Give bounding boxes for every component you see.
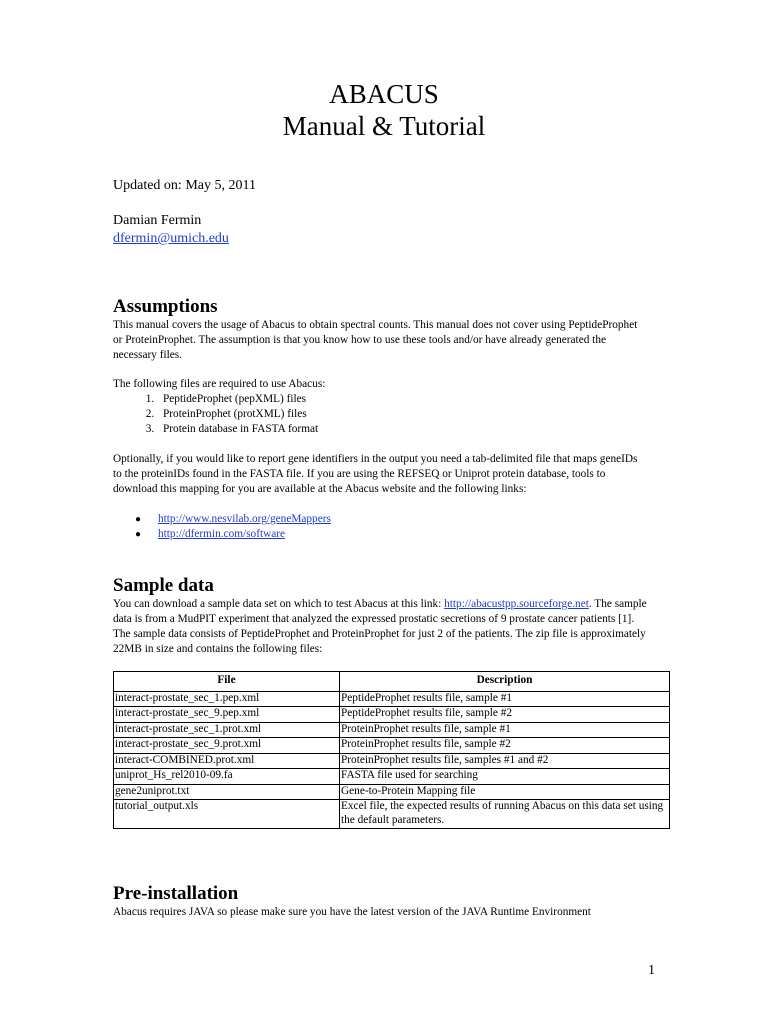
- description-cell: PeptideProphet results file, sample #2: [340, 707, 670, 723]
- page-number: 1: [648, 963, 655, 978]
- file-cell: interact-prostate_sec_1.pep.xml: [114, 691, 340, 707]
- updated-date: Updated on: May 5, 2011: [113, 178, 256, 193]
- table-row: [114, 784, 670, 800]
- table-row: [114, 800, 670, 829]
- genemappers-link[interactable]: http://www.nesvilab.org/geneMappers: [158, 513, 331, 525]
- assumptions-paragraph-2: The following files are required to use Abacus:: [113, 378, 326, 390]
- mapping-links-list: [113, 512, 331, 542]
- description-cell: ProteinProphet results file, samples #1 and #2: [340, 753, 670, 769]
- pre-installation-heading: Pre-installation: [113, 883, 239, 904]
- list-item: [113, 512, 331, 527]
- file-cell: interact-COMBINED.prot.xml: [114, 753, 340, 769]
- required-files-list: [113, 392, 318, 437]
- table-row: [114, 691, 670, 707]
- description-cell: FASTA file used for searching: [340, 769, 670, 785]
- assumptions-heading: Assumptions: [113, 296, 218, 317]
- document-title: [0, 78, 768, 142]
- file-cell: tutorial_output.xls: [114, 800, 340, 829]
- title-line-1: ABACUS: [329, 79, 439, 109]
- file-cell: gene2uniprot.txt: [114, 784, 340, 800]
- author-email-link[interactable]: dfermin@umich.edu: [113, 231, 229, 246]
- sample-data-text-1: You can download a sample data set on which to test Abacus at this link:: [113, 598, 445, 610]
- list-item: 2. ProteinProphet (protXML) files: [157, 407, 318, 422]
- sample-data-paragraph: [113, 597, 648, 657]
- list-item: 3. Protein database in FASTA format: [157, 422, 318, 437]
- sourceforge-link[interactable]: http://abacustpp.sourceforge.net: [444, 598, 589, 610]
- sample-files-table: [113, 671, 670, 829]
- bullet-icon: ●: [135, 529, 142, 540]
- title-line-2: Manual & Tutorial: [282, 111, 486, 141]
- column-header-description: Description: [340, 672, 670, 692]
- pre-installation-paragraph: Abacus requires JAVA so please make sure you have the latest version of the JAVA Runtime Environment: [113, 906, 591, 918]
- list-item: [113, 527, 331, 542]
- table-row: [114, 722, 670, 738]
- column-header-file: File: [114, 672, 340, 692]
- table-header-row: [114, 672, 670, 692]
- author-name: Damian Fermin: [113, 213, 202, 228]
- table-row: [114, 738, 670, 754]
- sample-data-text-2: . The sample data is from a MudPIT experiment that analyzed the expressed prostatic secretions of 9 prostate cancer patients [1]. The sample data consists of PeptideProphet and ProteinProphet for just 2 of the patients. The zip file is approximately 22MB in size and contains the following files:: [113, 598, 647, 655]
- list-item: 1. PeptideProphet (pepXML) files: [157, 392, 318, 407]
- description-cell: Excel file, the expected results of running Abacus on this data set using the default parameters.: [340, 800, 670, 829]
- software-link[interactable]: http://dfermin.com/software: [158, 528, 286, 540]
- description-cell: ProteinProphet results file, sample #2: [340, 738, 670, 754]
- table-row: [114, 707, 670, 723]
- description-cell: ProteinProphet results file, sample #1: [340, 722, 670, 738]
- assumptions-paragraph-1: This manual covers the usage of Abacus to obtain spectral counts. This manual does not cover using PeptideProphet or ProteinProphet. The assumption is that you know how to use these tools and/or have already generated the necessary files.: [113, 319, 638, 361]
- file-cell: interact-prostate_sec_1.prot.xml: [114, 722, 340, 738]
- assumptions-paragraph-3: Optionally, if you would like to report gene identifiers in the output you need a tab-delimited file that maps geneIDs to the proteinIDs found in the FASTA file. If you are using the REFSEQ or Uniprot protein database, tools to download this mapping for you are available at the Abacus website and the following links:: [113, 453, 638, 495]
- author-block: [113, 212, 229, 248]
- file-cell: interact-prostate_sec_9.pep.xml: [114, 707, 340, 723]
- description-cell: Gene-to-Protein Mapping file: [340, 784, 670, 800]
- file-cell: interact-prostate_sec_9.prot.xml: [114, 738, 340, 754]
- description-cell: PeptideProphet results file, sample #1: [340, 691, 670, 707]
- bullet-icon: ●: [135, 514, 142, 525]
- file-cell: uniprot_Hs_rel2010-09.fa: [114, 769, 340, 785]
- table-row: [114, 769, 670, 785]
- table-row: [114, 753, 670, 769]
- sample-data-heading: Sample data: [113, 575, 214, 596]
